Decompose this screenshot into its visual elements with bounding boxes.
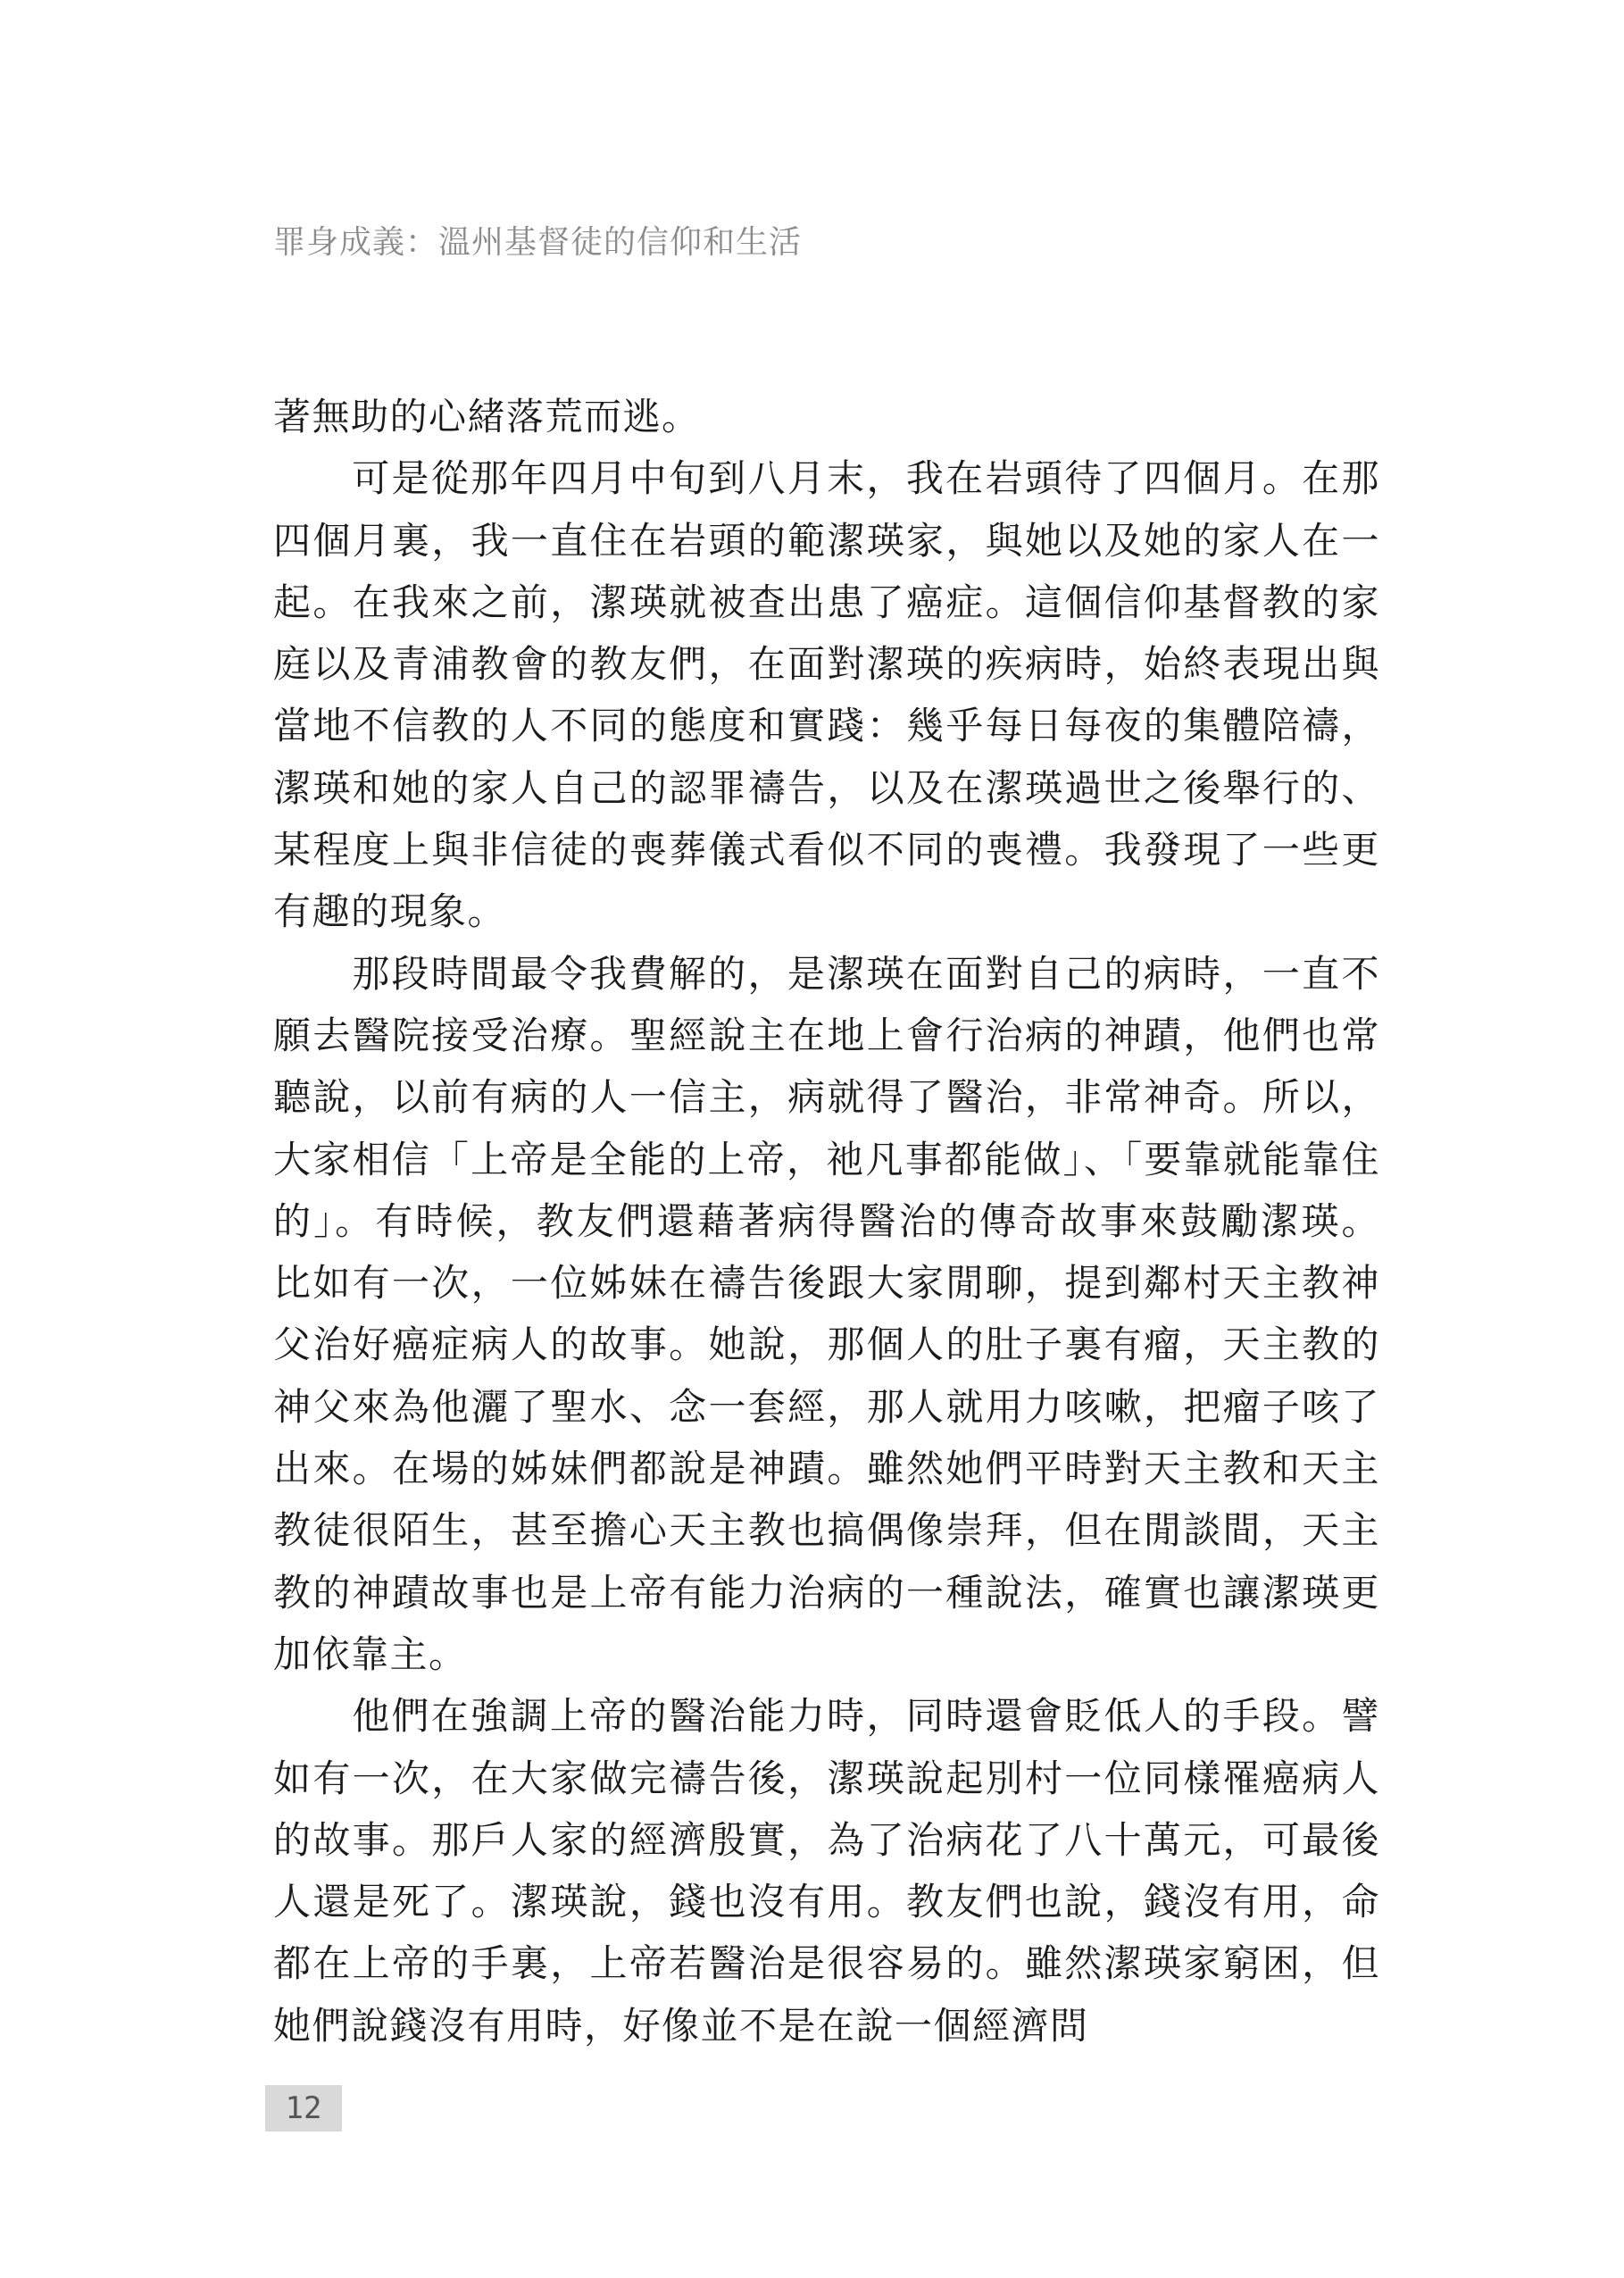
running-header-title: 罪身成義：溫州基督徒的信仰和生活 — [273, 224, 803, 261]
paragraph-fieldwork-intro: 可是從那年四月中旬到八月末，我在岩頭待了四個月。在那四個月裏，我一直住在岩頭的範潔瑛家，與她以及她的家人在一起。在我來之前，潔瑛就被查出患了癌症。這個信仰基督教的家庭以及青浦教會的教友們，在面對潔瑛的疾病時，始終表現出與當地不信教的人不同的態度和實踐：幾乎每日每夜的集體陪禱，潔瑛和她的家人自己的認罪禱告，以及在潔瑛過世之後舉行的、某程度上與非信徒的喪葬儀式看似不同的喪禮。我發現了一些更有趣的現象。 — [273, 456, 1380, 934]
paragraph-continuation: 著無助的心緒落荒而逃。 — [273, 395, 701, 438]
paragraph-belittling-human-means: 他們在強調上帝的醫治能力時，同時還會貶低人的手段。譬如有一次，在大家做完禱告後，潔瑛說起別村一位同樣罹癌病人的故事。那戶人家的經濟殷實，為了治病花了八十萬元，可最後人還是死了。潔瑛說，錢也沒有用。教友們也說，錢沒有用，命都在上帝的手裏，上帝若醫治是很容易的。雖然潔瑛家窮困，但她們說錢沒有用時，好像並不是在說一個經濟問 — [273, 1694, 1380, 2048]
paragraph-healing-miracles: 那段時間最令我費解的，是潔瑛在面對自己的病時，一直不願去醫院接受治療。聖經說主在地上會行治病的神蹟，他們也常聽說，以前有病的人一信主，病就得了醫治，非常神奇。所以，大家相信「上帝是全能的上帝，祂凡事都能做」、「要靠就能靠住的」。有時候，教友們還藉著病得醫治的傳奇故事來鼓勵潔瑛。比如有一次，一位姊妹在禱告後跟大家閒聊，提到鄰村天主教神父治好癌症病人的故事。她說，那個人的肚子裏有瘤，天主教的神父來為他灑了聖水、念一套經，那人就用力咳嗽，把瘤子咳了出來。在場的姊妹們都說是神蹟。雖然她們平時對天主教和天主教徒很陌生，甚至擔心天主教也搞偶像崇拜，但在閒談間，天主教的神蹟故事也是上帝有能力治病的一種說法，確實也讓潔瑛更加依靠主。 — [273, 951, 1380, 1676]
page-number-box — [265, 2085, 342, 2132]
body-text — [273, 386, 1380, 2057]
page-number: 12 — [285, 2090, 322, 2126]
